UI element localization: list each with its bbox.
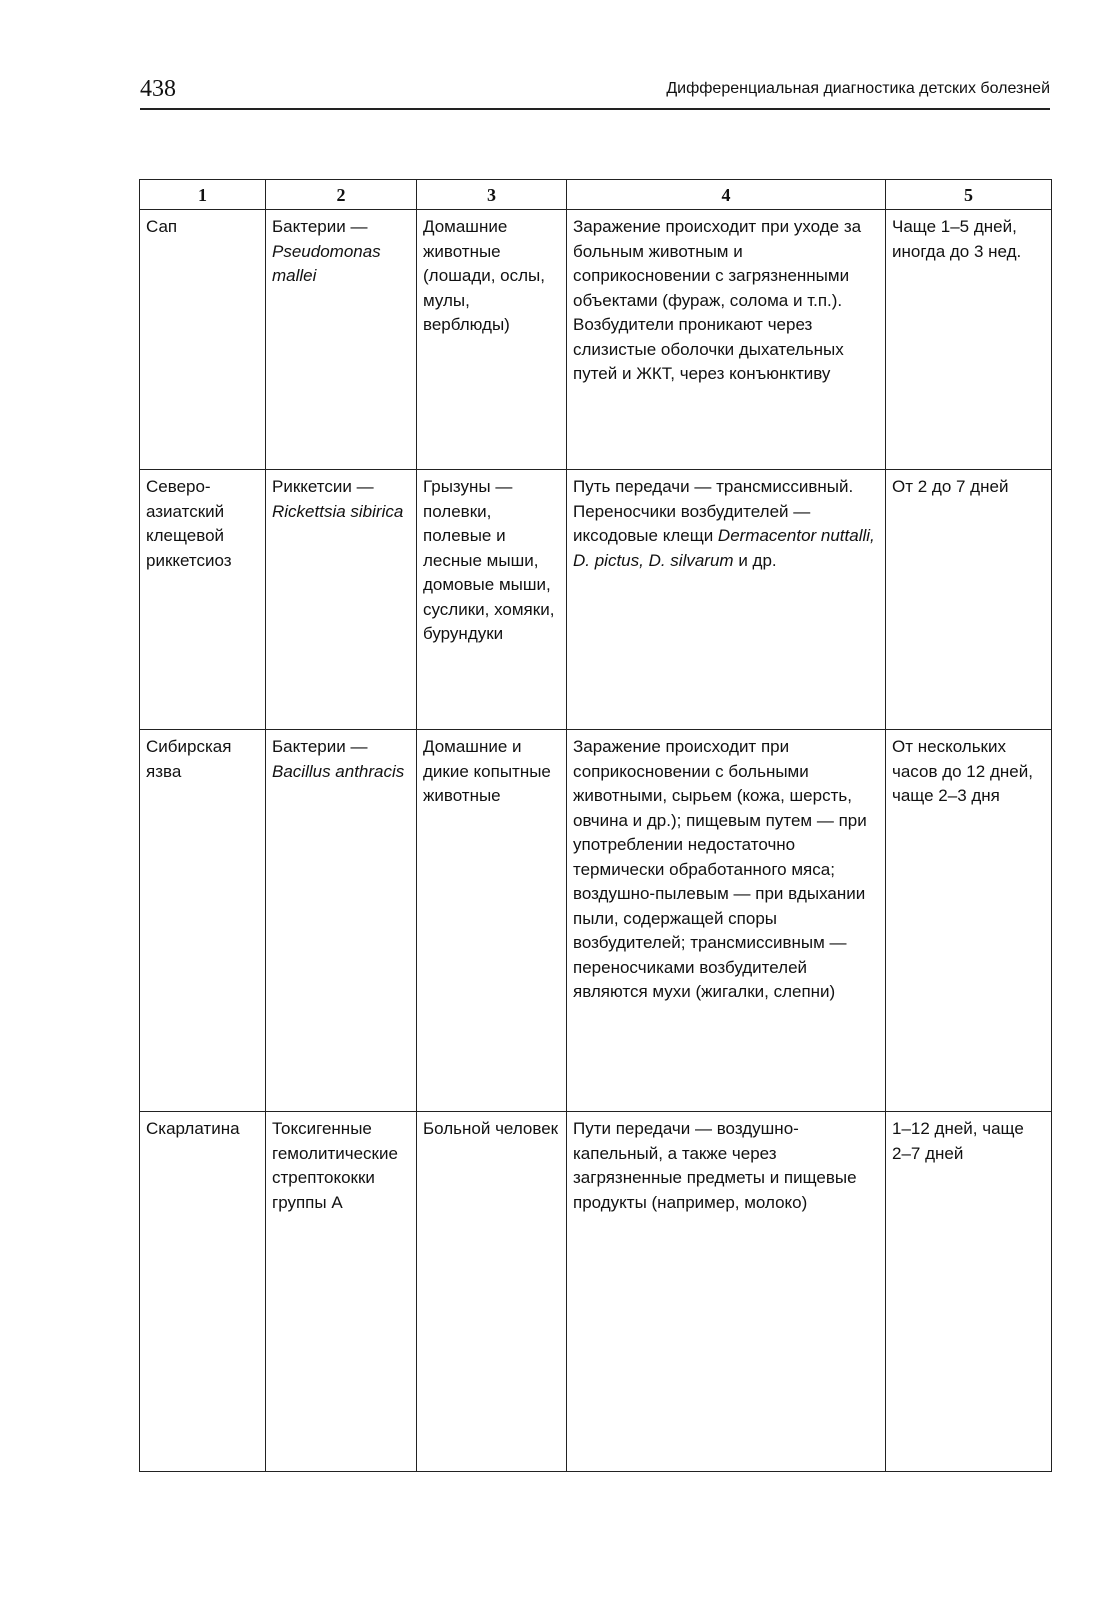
disease-cell: Северо-азиатский клещевой риккетсиоз [140, 470, 266, 730]
table-row [140, 470, 1052, 730]
source-cell: Больной человек [417, 1112, 567, 1472]
vector-latin: Dermacentor nuttalli, D. pictus, D. silvarum [573, 526, 875, 570]
agent-prefix: Риккетсии — [272, 477, 374, 496]
source-cell: Домашние животные (лошади, ослы, мулы, верблюды) [417, 210, 567, 470]
agent-prefix: Бактерии — [272, 217, 368, 236]
agent-latin: Pseudomonas mallei [272, 241, 381, 285]
page-number: 438 [140, 76, 176, 102]
incubation-cell: От нескольких часов до 12 дней, чаще 2–3 дня [886, 730, 1052, 1112]
disease-cell: Скарлатина [140, 1112, 266, 1472]
source-cell: Домашние и дикие копытные животные [417, 730, 567, 1112]
agent-cell [266, 730, 417, 1112]
column-header: 5 [886, 180, 1052, 210]
incubation-cell: От 2 до 7 дней [886, 470, 1052, 730]
column-header: 4 [567, 180, 886, 210]
transmission-text: Путь передачи — трансмиссивный. Переносчики возбудителей — иксодовые клещи [573, 477, 854, 545]
agent-cell [266, 210, 417, 470]
transmission-cell: Заражение происходит при соприкосновении с больными животными, сырьем (кожа, шерсть, овчина и др.); пищевым путем — при употреблении недостаточно термически обработанного мяса; воздушно-пылевым — при вдыхании пыли, содержащей споры возбудителей; трансмиссивным — переносчиками возбудителей являются мухи (жигалки, слепни) [567, 730, 886, 1112]
disease-table [139, 179, 1052, 1472]
running-title: Дифференциальная диагностика детских болезней [666, 80, 1050, 97]
agent-latin: Bacillus anthracis [272, 761, 405, 781]
column-header: 2 [266, 180, 417, 210]
table-header-row [140, 180, 1052, 210]
transmission-cell [567, 470, 886, 730]
disease-cell: Сап [140, 210, 266, 470]
page-header [140, 74, 1050, 110]
source-cell: Грызуны — полевки, полевые и лесные мыши, домовые мыши, суслики, хомяки, бурундуки [417, 470, 567, 730]
agent-cell [266, 470, 417, 730]
table-row [140, 1112, 1052, 1472]
table-row [140, 210, 1052, 470]
incubation-cell: Чаще 1–5 дней, иногда до 3 нед. [886, 210, 1052, 470]
agent-cell: Токсигенные гемолитические стрептококки группы А [266, 1112, 417, 1472]
column-header: 3 [417, 180, 567, 210]
transmission-cell: Заражение происходит при уходе за больным животным и соприкосновении с загрязненными объектами (фураж, солома и т.п.). Возбудители проникают через слизистые оболочки дыхательных путей и ЖКТ, через конъюнктиву [567, 210, 886, 470]
transmission-cell: Пути передачи — воздушно-капельный, а также через загрязненные предметы и пищевые продукты (например, молоко) [567, 1112, 886, 1472]
transmission-text: и др. [738, 550, 777, 570]
table-row [140, 730, 1052, 1112]
agent-latin: Rickettsia sibirica [272, 501, 404, 521]
column-header: 1 [140, 180, 266, 210]
disease-cell: Сибирская язва [140, 730, 266, 1112]
incubation-cell: 1–12 дней, чаще 2–7 дней [886, 1112, 1052, 1472]
agent-prefix: Бактерии — [272, 737, 368, 756]
